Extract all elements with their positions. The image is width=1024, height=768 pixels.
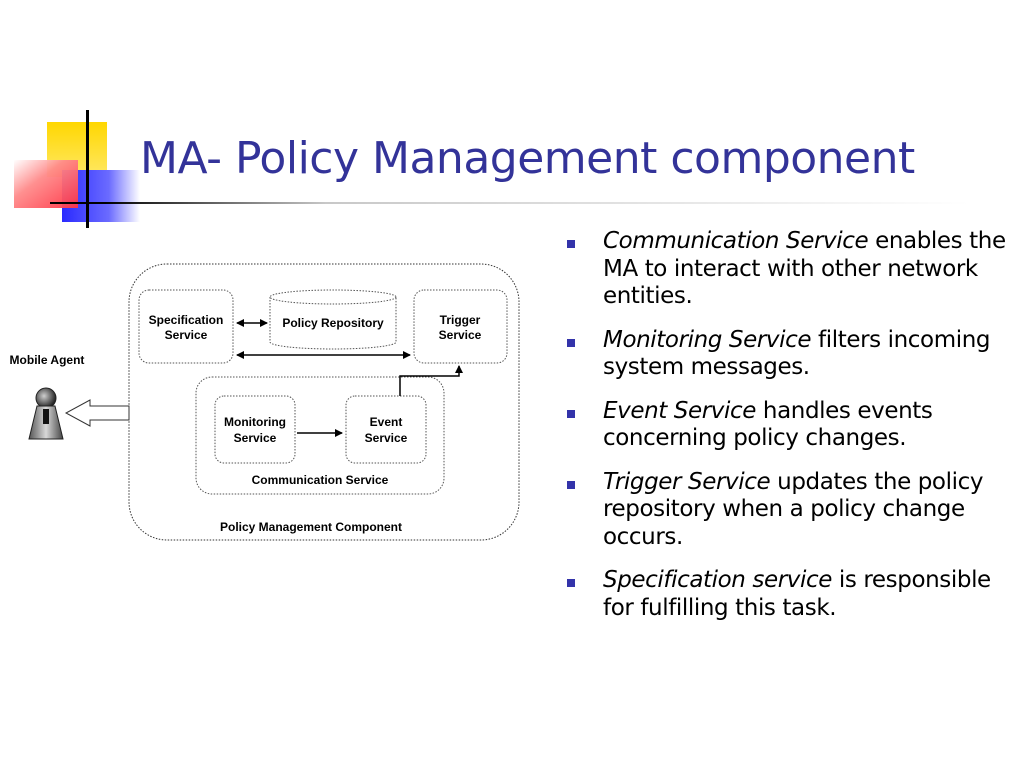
event-service-label-1: Event [369, 415, 403, 429]
bullet-marker [567, 410, 575, 418]
bullet-list [560, 228, 1015, 638]
event-service-label-2: Service [364, 431, 408, 445]
bullet-text: filters incoming system messages. [603, 326, 991, 380]
bullet-item [560, 567, 1015, 622]
bullet-term: Trigger Service [603, 468, 771, 495]
monitoring-service-label-2: Service [233, 431, 277, 445]
bullet-item [560, 398, 1015, 453]
bullet-item [560, 469, 1015, 552]
bullet-marker [567, 481, 575, 489]
hollow-arrow-to-agent [66, 400, 129, 426]
bullet-item [560, 228, 1015, 311]
mobile-agent-label: Mobile Agent [9, 353, 85, 367]
title-underline [50, 202, 970, 204]
deco-vertical-rule [86, 110, 89, 228]
bullet-text: enables the MA to interact with other network entities. [603, 228, 1006, 309]
bullet-item [560, 327, 1015, 382]
policy-management-component-label: Policy Management Component [219, 520, 403, 534]
monitoring-service-label-1: Monitoring [224, 415, 286, 429]
corner-decoration [0, 0, 160, 240]
bullet-term: Specification service [603, 567, 832, 593]
deco-red-square [14, 160, 78, 208]
slide-title: MA- Policy Management component [140, 133, 915, 184]
specification-service-label-2: Service [164, 328, 208, 342]
event-service-box [346, 396, 426, 463]
monitoring-service-box [215, 396, 295, 463]
communication-service-label: Communication Service [251, 473, 389, 487]
bullet-marker [567, 339, 575, 347]
trigger-service-label-1: Trigger [439, 313, 481, 327]
mobile-agent-icon [29, 388, 63, 439]
trigger-service-label-2: Service [438, 328, 482, 342]
bullet-text: is responsible for fulfilling this task. [603, 567, 991, 621]
bullet-text: handles events concerning policy changes. [603, 397, 933, 451]
policy-management-diagram [0, 255, 530, 555]
bullet-term: Communication Service [603, 228, 869, 254]
bullet-marker [567, 240, 575, 248]
bullet-text: updates the policy repository when a policy change occurs. [603, 468, 984, 550]
bullet-term: Monitoring Service [603, 326, 812, 353]
policy-repository-label: Policy Repository [282, 316, 384, 330]
specification-service-label-1: Specification [148, 313, 224, 327]
bullet-marker [567, 579, 575, 587]
bullet-term: Event Service [603, 397, 757, 424]
